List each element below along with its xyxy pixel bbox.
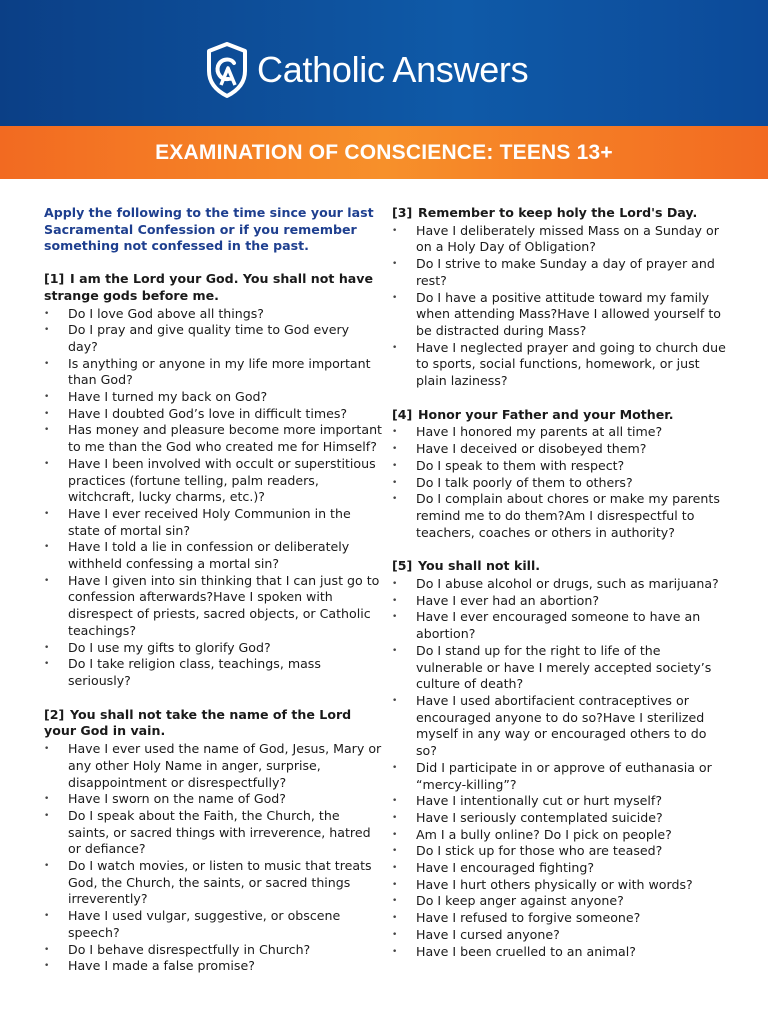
question-item: • Do I watch movies, or listen to music that treats God, the Church, the saints, or sacred things irreverently? [44, 858, 382, 908]
question-item: • Have I honored my parents at all time? [392, 424, 728, 441]
question-item: • Have I ever encouraged someone to have an abortion? [392, 609, 728, 642]
section-number: [1] [44, 271, 65, 287]
section-title: Remember to keep holy the Lord's Day. [418, 205, 698, 220]
brand-logo[interactable] [205, 40, 528, 100]
question-item: • Do I complain about chores or make my parents remind me to do them?Am I disrespectful to teachers, coaches or others in authority? [392, 491, 728, 541]
question-list [392, 223, 728, 390]
question-item: • Have I deceived or disobeyed them? [392, 441, 728, 458]
question-item: • Do I stick up for those who are teased? [392, 843, 728, 860]
question-item: • Do I abuse alcohol or drugs, such as marijuana? [392, 576, 728, 593]
section-number: [5] [392, 558, 413, 574]
section-title: I am the Lord your God. You shall not have strange gods before me. [44, 271, 374, 303]
question-list [44, 306, 382, 690]
question-list [392, 576, 728, 960]
question-item: • Do I stand up for the right to life of the vulnerable or have I merely accepted society’s culture of death? [392, 643, 728, 693]
question-item: • Do I take religion class, teachings, mass seriously? [44, 656, 382, 689]
question-item: • Have I neglected prayer and going to church due to sports, social functions, homework, or just plain laziness? [392, 340, 728, 390]
question-item: • Do I pray and give quality time to God every day? [44, 322, 382, 355]
question-list [392, 424, 728, 541]
left-column [44, 205, 382, 992]
section-5 [392, 558, 728, 960]
section-title: You shall not take the name of the Lord your God in vain. [44, 706, 352, 739]
question-item: • Do I speak about the Faith, the Church, the saints, or sacred things with irreverence, hatred or defiance? [44, 808, 382, 858]
question-item: • Have I hurt others physically or with words? [392, 877, 728, 894]
intro-text: Apply the following to the time since your last Sacramental Confession or if you remember something not confessed in the past. [44, 205, 374, 254]
question-item: • Have I ever received Holy Communion in the state of mortal sin? [44, 506, 382, 539]
shield-ca-icon [205, 41, 249, 99]
question-item: • Have I given into sin thinking that I can just go to confession afterwards?Have I spoken with disrespect of priests, sacred objects, or Catholic teachings? [44, 573, 382, 640]
question-item: • Have I used abortifacient contraceptives or encouraged anyone to do so?Have I sterilized myself in any way or encouraged others to do so? [392, 693, 728, 760]
question-item: • Have I turned my back on God? [44, 389, 382, 406]
question-item: • Has money and pleasure become more important to me than the God who created me for Himself? [44, 422, 382, 455]
question-item: • Have I deliberately missed Mass on a Sunday or on a Holy Day of Obligation? [392, 223, 728, 256]
question-item: • Have I been cruelled to an animal? [392, 944, 728, 961]
question-item: • Do I speak to them with respect? [392, 458, 728, 475]
question-item: • Do I behave disrespectfully in Church? [44, 942, 382, 959]
brand-name: Catholic Answers [257, 49, 529, 90]
question-item: • Have I made a false promise? [44, 958, 382, 975]
question-item: • Have I encouraged fighting? [392, 860, 728, 877]
section-4 [392, 407, 728, 542]
section-heading [44, 707, 382, 740]
question-item: • Is anything or anyone in my life more important than God? [44, 356, 382, 389]
title-bar [0, 126, 768, 179]
question-item: • Did I participate in or approve of euthanasia or “mercy-killing”? [392, 760, 728, 793]
question-item: • Have I used vulgar, suggestive, or obscene speech? [44, 908, 382, 941]
question-list [44, 741, 382, 975]
section-heading [392, 558, 728, 575]
question-item: • Do I love God above all things? [44, 306, 382, 323]
question-item: • Do I strive to make Sunday a day of prayer and rest? [392, 256, 728, 289]
question-item: • Have I refused to forgive someone? [392, 910, 728, 927]
section-number: [4] [392, 406, 413, 422]
question-item: • Have I seriously contemplated suicide? [392, 810, 728, 827]
right-column [392, 205, 728, 977]
section-number: [3] [392, 205, 413, 220]
section-title: You shall not kill. [418, 558, 541, 574]
page-title: EXAMINATION OF CONSCIENCE: TEENS 13+ [155, 140, 613, 164]
question-item: • Do I talk poorly of them to others? [392, 475, 728, 492]
section-1 [44, 271, 382, 690]
question-item: • Am I a bully online? Do I pick on people? [392, 827, 728, 844]
question-item: • Do I keep anger against anyone? [392, 893, 728, 910]
section-heading [392, 205, 728, 222]
question-item: • Do I have a positive attitude toward my family when attending Mass?Have I allowed yourself to be distracted during Mass? [392, 290, 728, 340]
section-title: Honor your Father and your Mother. [418, 406, 674, 422]
question-item: • Have I ever had an abortion? [392, 593, 728, 610]
question-item: • Have I ever used the name of God, Jesus, Mary or any other Holy Name in anger, surprise, disappointment or disrespectfully? [44, 741, 382, 791]
question-item: • Have I sworn on the name of God? [44, 791, 382, 808]
question-item: • Have I doubted God’s love in difficult times? [44, 406, 382, 423]
section-heading [44, 271, 382, 304]
question-item: • Have I intentionally cut or hurt myself? [392, 793, 728, 810]
section-3 [392, 205, 728, 390]
question-item: • Have I told a lie in confession or deliberately withheld confessing a mortal sin? [44, 539, 382, 572]
section-heading [392, 407, 728, 424]
question-item: • Have I cursed anyone? [392, 927, 728, 944]
question-item: • Do I use my gifts to glorify God? [44, 640, 382, 657]
section-number: [2] [44, 706, 65, 722]
header-banner [0, 0, 768, 126]
question-item: • Have I been involved with occult or superstitious practices (fortune telling, palm readers, witchcraft, lucky charms, etc.)? [44, 456, 382, 506]
section-2 [44, 707, 382, 975]
